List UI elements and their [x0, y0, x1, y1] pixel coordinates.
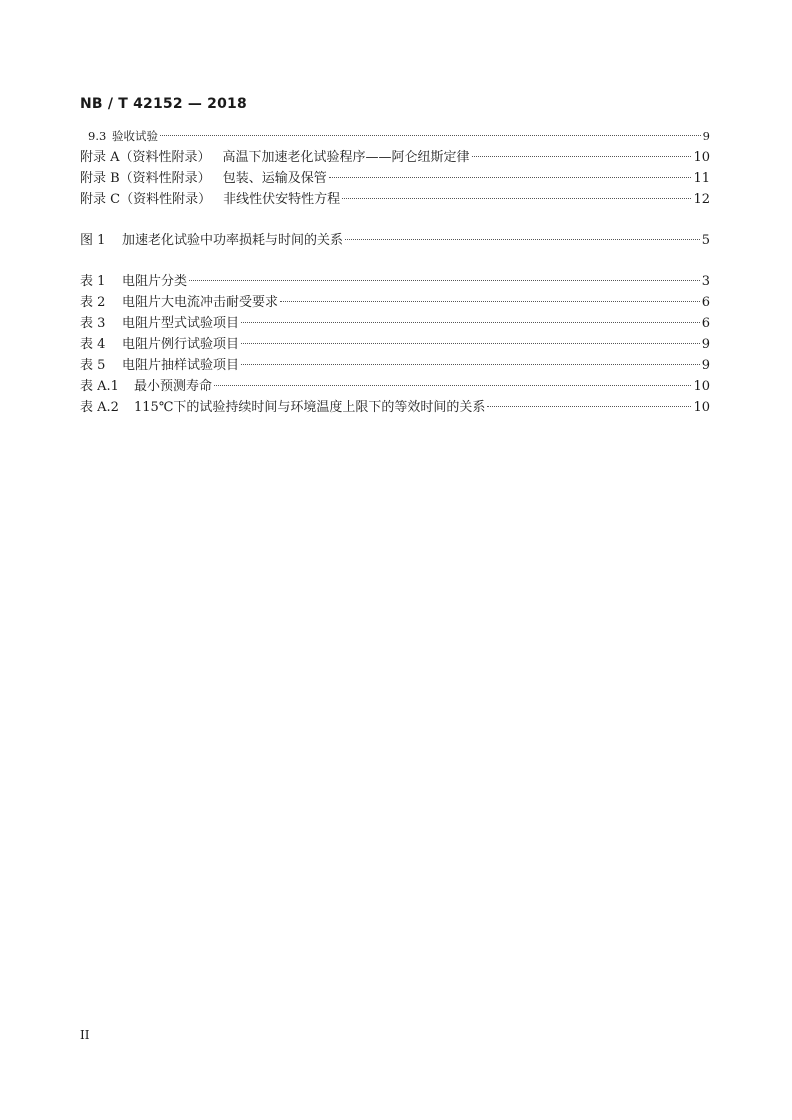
toc-entry[interactable]	[80, 334, 710, 355]
toc-entry-title: 非线性伏安特性方程	[223, 192, 341, 207]
dot-leader	[241, 322, 700, 323]
dot-leader	[345, 239, 700, 240]
toc-entry-title: 包装、运输及保管	[222, 171, 327, 186]
toc-entry[interactable]	[80, 189, 710, 210]
toc-entry[interactable]	[80, 126, 710, 147]
toc-tables	[80, 271, 710, 418]
toc-entry-title: 电阻片大电流冲击耐受要求	[122, 295, 279, 310]
toc-entry-page: 10	[693, 150, 710, 165]
toc-entry-number: 表 4	[80, 337, 106, 352]
toc-entry-number: 附录 C（资料性附录）	[80, 192, 212, 207]
toc-entry[interactable]	[80, 292, 710, 313]
toc-sections	[80, 126, 710, 210]
toc-entry-number: 图 1	[80, 233, 106, 248]
toc-entry[interactable]	[80, 147, 710, 168]
toc-entry-page: 5	[701, 233, 710, 248]
toc-entry-page: 9	[701, 358, 710, 373]
toc-entry-title: 电阻片分类	[122, 274, 188, 289]
toc-entry-number: 表 A.1	[80, 379, 119, 394]
toc-figures	[80, 230, 710, 251]
dot-leader	[241, 364, 700, 365]
toc-entry-page: 10	[693, 400, 710, 415]
toc-entry-page: 9	[702, 129, 710, 143]
toc-entry-title: 验收试验	[112, 129, 158, 143]
toc-entry[interactable]	[80, 355, 710, 376]
toc-entry-number: 表 3	[80, 316, 106, 331]
dot-leader	[280, 301, 700, 302]
toc-entry-title: 电阻片例行试验项目	[122, 337, 240, 352]
toc-entry-title: 电阻片抽样试验项目	[122, 358, 240, 373]
toc-entry-title: 电阻片型式试验项目	[122, 316, 240, 331]
dot-leader	[189, 280, 700, 281]
dot-leader	[487, 406, 691, 407]
toc-entry-title: 115℃下的试验持续时间与环境温度上限下的等效时间的关系	[134, 400, 486, 415]
dot-leader	[342, 198, 691, 199]
dot-leader	[241, 343, 700, 344]
toc-entry-page: 12	[693, 192, 710, 207]
toc-entry-number: 表 A.2	[80, 400, 119, 415]
toc-entry-number: 9.3	[88, 129, 107, 143]
toc-entry-page: 3	[701, 274, 710, 289]
toc-entry-title: 最小预测寿命	[134, 379, 213, 394]
toc-entry-title: 高温下加速老化试验程序——阿仑纽斯定律	[222, 150, 470, 165]
page-number: II	[80, 1028, 90, 1042]
toc-entry-page: 10	[693, 379, 710, 394]
toc-entry[interactable]	[80, 397, 710, 418]
toc-entry-page: 11	[693, 171, 710, 186]
document-code: NB / T 42152 — 2018	[80, 96, 247, 112]
toc-entry-page: 6	[701, 316, 710, 331]
toc-entry-page: 6	[701, 295, 710, 310]
dot-leader	[472, 156, 692, 157]
toc-entry[interactable]	[80, 271, 710, 292]
dot-leader	[329, 177, 692, 178]
toc-entry-number: 表 1	[80, 274, 106, 289]
toc-entry[interactable]	[80, 230, 710, 251]
toc-entry-number: 附录 A（资料性附录）	[80, 150, 211, 165]
toc-entry[interactable]	[80, 168, 710, 189]
toc-entry[interactable]	[80, 313, 710, 334]
toc-entry-page: 9	[701, 337, 710, 352]
toc-entry-number: 附录 B（资料性附录）	[80, 171, 211, 186]
toc-entry[interactable]	[80, 376, 710, 397]
toc-entry-title: 加速老化试验中功率损耗与时间的关系	[122, 233, 344, 248]
dot-leader	[214, 385, 691, 386]
toc-entry-number: 表 5	[80, 358, 106, 373]
toc-entry-number: 表 2	[80, 295, 106, 310]
dot-leader	[160, 135, 701, 136]
